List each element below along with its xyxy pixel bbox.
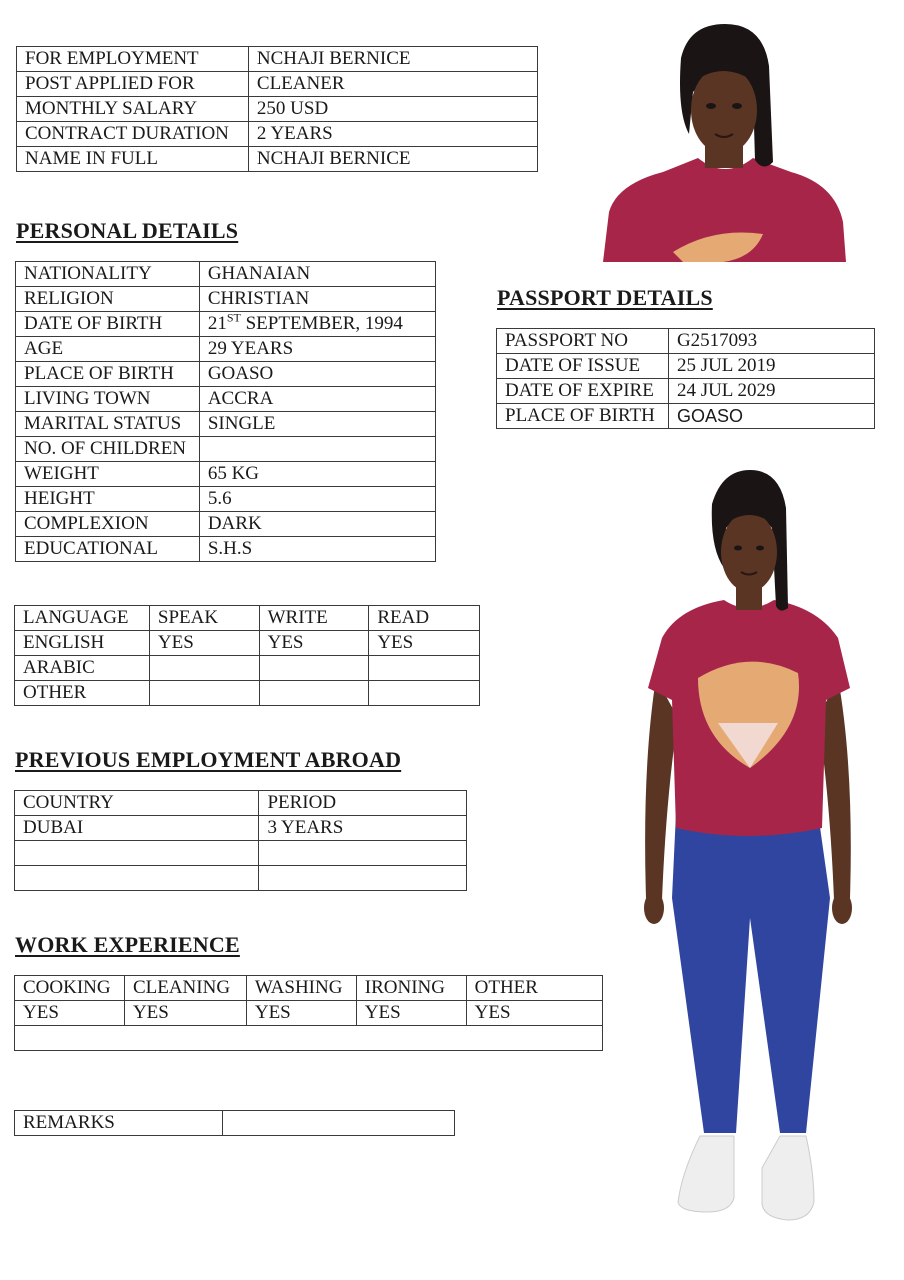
- table-row: [15, 866, 467, 891]
- language-cell: [259, 681, 369, 706]
- date-of-birth-value: [199, 312, 435, 337]
- personal-details-heading: PERSONAL DETAILS: [16, 218, 239, 243]
- passport-value: G2517093: [668, 329, 874, 354]
- table-row: [16, 487, 436, 512]
- table-row: [17, 97, 538, 122]
- table-row: [16, 462, 436, 487]
- full-body-photo: [638, 468, 858, 1228]
- column-header: SPEAK: [149, 606, 259, 631]
- table-row: [17, 47, 538, 72]
- personal-label: WEIGHT: [16, 462, 200, 487]
- table-header-row: [15, 976, 603, 1001]
- table-row: [15, 841, 467, 866]
- personal-label: MARITAL STATUS: [16, 412, 200, 437]
- experience-cell: YES: [124, 1001, 246, 1026]
- remarks-value: [222, 1111, 454, 1136]
- column-header: COOKING: [15, 976, 125, 1001]
- language-cell: YES: [369, 631, 480, 656]
- passport-details-table: [496, 328, 875, 429]
- work-experience-heading: WORK EXPERIENCE: [15, 932, 240, 957]
- employment-value: NCHAJI BERNICE: [248, 47, 537, 72]
- passport-label: DATE OF ISSUE: [497, 354, 669, 379]
- column-header: LANGUAGE: [15, 606, 150, 631]
- language-cell: ENGLISH: [15, 631, 150, 656]
- table-row: [497, 354, 875, 379]
- table-row: [497, 404, 875, 429]
- table-row: [17, 72, 538, 97]
- language-cell: ARABIC: [15, 656, 150, 681]
- language-cell: [149, 656, 259, 681]
- employment-cell: DUBAI: [15, 816, 259, 841]
- column-header: READ: [369, 606, 480, 631]
- personal-value: 29 YEARS: [199, 337, 435, 362]
- language-cell: YES: [149, 631, 259, 656]
- column-header: IRONING: [356, 976, 466, 1001]
- personal-label: PLACE OF BIRTH: [16, 362, 200, 387]
- experience-cell: YES: [466, 1001, 602, 1026]
- table-row: [16, 337, 436, 362]
- table-row: [497, 329, 875, 354]
- personal-label: EDUCATIONAL: [16, 537, 200, 562]
- column-header: COUNTRY: [15, 791, 259, 816]
- personal-value: SINGLE: [199, 412, 435, 437]
- table-row: [17, 122, 538, 147]
- employment-cell: [15, 841, 259, 866]
- employment-label: MONTHLY SALARY: [17, 97, 249, 122]
- table-row: [15, 681, 480, 706]
- employment-cell: 3 YEARS: [259, 816, 467, 841]
- employment-label: CONTRACT DURATION: [17, 122, 249, 147]
- table-row: [15, 656, 480, 681]
- table-row: [15, 1111, 455, 1136]
- passport-details-heading: PASSPORT DETAILS: [497, 285, 713, 310]
- personal-value: CHRISTIAN: [199, 287, 435, 312]
- employment-label: NAME IN FULL: [17, 147, 249, 172]
- language-table: [14, 605, 480, 706]
- previous-employment-table: [14, 790, 467, 891]
- portrait-photo: [603, 22, 846, 262]
- experience-cell: YES: [356, 1001, 466, 1026]
- employment-value: 250 USD: [248, 97, 537, 122]
- passport-value: 25 JUL 2019: [668, 354, 874, 379]
- employment-label: POST APPLIED FOR: [17, 72, 249, 97]
- table-row: [497, 379, 875, 404]
- employment-value: CLEANER: [248, 72, 537, 97]
- language-cell: [369, 681, 480, 706]
- column-header: OTHER: [466, 976, 602, 1001]
- language-cell: [259, 656, 369, 681]
- employment-cell: [15, 866, 259, 891]
- personal-value: S.H.S: [199, 537, 435, 562]
- experience-cell: YES: [15, 1001, 125, 1026]
- experience-cell: YES: [246, 1001, 356, 1026]
- language-cell: OTHER: [15, 681, 150, 706]
- personal-label: NO. OF CHILDREN: [16, 437, 200, 462]
- table-row: [16, 312, 436, 337]
- table-row: [16, 437, 436, 462]
- table-row: [16, 512, 436, 537]
- passport-value: GOASO: [668, 404, 874, 429]
- employment-cell: [259, 841, 467, 866]
- table-row: [16, 537, 436, 562]
- passport-label: PLACE OF BIRTH: [497, 404, 669, 429]
- personal-label: NATIONALITY: [16, 262, 200, 287]
- personal-label: RELIGION: [16, 287, 200, 312]
- dob-ordinal: ST: [226, 311, 241, 325]
- remarks-table: [14, 1110, 455, 1136]
- personal-value: GOASO: [199, 362, 435, 387]
- table-row: [15, 1001, 603, 1026]
- personal-value: DARK: [199, 512, 435, 537]
- passport-value: 24 JUL 2029: [668, 379, 874, 404]
- language-cell: [149, 681, 259, 706]
- employment-value: 2 YEARS: [248, 122, 537, 147]
- personal-value: [199, 437, 435, 462]
- personal-value: 65 KG: [199, 462, 435, 487]
- previous-employment-heading: PREVIOUS EMPLOYMENT ABROAD: [15, 747, 402, 772]
- column-header: WASHING: [246, 976, 356, 1001]
- table-header-row: [15, 606, 480, 631]
- table-row: [15, 816, 467, 841]
- personal-label: HEIGHT: [16, 487, 200, 512]
- table-row: [16, 362, 436, 387]
- passport-label: DATE OF EXPIRE: [497, 379, 669, 404]
- table-header-row: [15, 791, 467, 816]
- work-experience-table: [14, 975, 603, 1051]
- column-header: WRITE: [259, 606, 369, 631]
- language-cell: YES: [259, 631, 369, 656]
- passport-label: PASSPORT NO: [497, 329, 669, 354]
- employment-value: NCHAJI BERNICE: [248, 147, 537, 172]
- personal-value: ACCRA: [199, 387, 435, 412]
- table-row: [16, 412, 436, 437]
- personal-label: COMPLEXION: [16, 512, 200, 537]
- personal-label: DATE OF BIRTH: [16, 312, 200, 337]
- employment-table: [16, 46, 538, 172]
- table-row: [16, 287, 436, 312]
- column-header: PERIOD: [259, 791, 467, 816]
- remarks-label: REMARKS: [15, 1111, 223, 1136]
- table-row: [16, 262, 436, 287]
- dob-day: 21: [207, 313, 227, 334]
- personal-value: 5.6: [199, 487, 435, 512]
- personal-label: AGE: [16, 337, 200, 362]
- dob-rest: SEPTEMBER, 1994: [240, 313, 403, 334]
- employment-label: FOR EMPLOYMENT: [17, 47, 249, 72]
- table-row: [15, 631, 480, 656]
- table-row: [15, 1026, 603, 1051]
- employment-cell: [259, 866, 467, 891]
- personal-details-table: [15, 261, 436, 562]
- column-header: CLEANING: [124, 976, 246, 1001]
- table-row: [17, 147, 538, 172]
- personal-label: LIVING TOWN: [16, 387, 200, 412]
- language-cell: [369, 656, 480, 681]
- table-row: [16, 387, 436, 412]
- experience-empty-row: [15, 1026, 603, 1051]
- personal-value: GHANAIAN: [199, 262, 435, 287]
